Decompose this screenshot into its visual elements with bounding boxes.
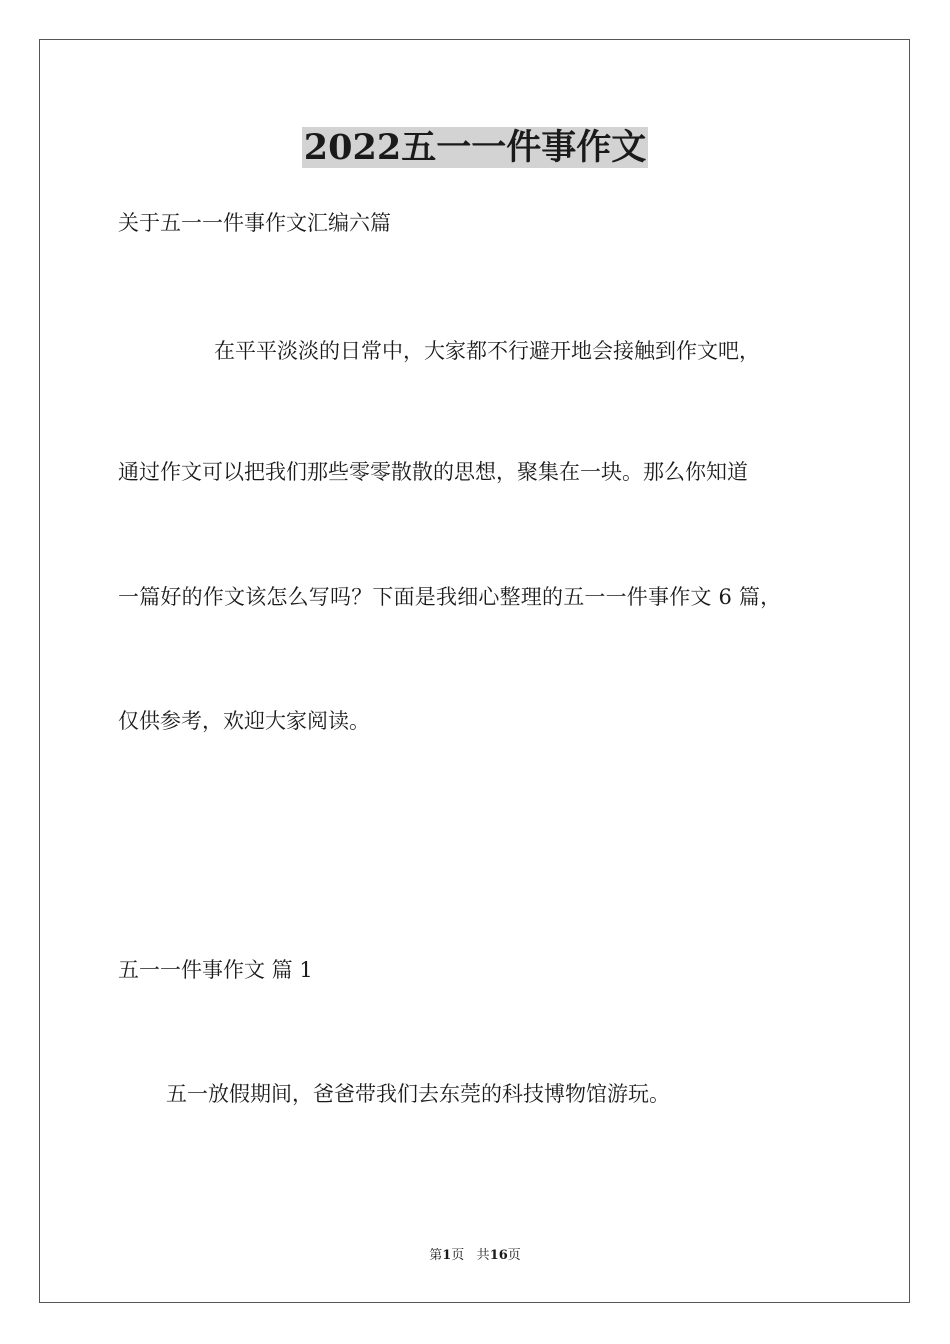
footer-page-suffix: 页: [451, 1248, 465, 1263]
document-title: [0, 124, 950, 172]
footer-page-number: 1: [442, 1248, 452, 1263]
intro-paragraph-line-2: 通过作文可以把我们那些零零散散的思想，聚集在一块。那么你知道: [118, 460, 748, 484]
document-subtitle: 关于五一一件事作文汇编六篇: [118, 211, 391, 235]
footer-total-pages: 16: [489, 1248, 508, 1263]
section-heading: 五一一件事作文 篇 1: [118, 958, 313, 982]
footer-total-prefix: 共: [476, 1248, 490, 1263]
footer-page-prefix: 第: [429, 1248, 443, 1263]
intro-paragraph-line-4: 仅供参考，欢迎大家阅读。: [118, 709, 370, 733]
page-footer: [0, 1247, 950, 1265]
intro-paragraph-line-3: 一篇好的作文该怎么写吗？下面是我细心整理的五一一件事作文 6 篇，: [118, 585, 782, 609]
section-paragraph: 五一放假期间，爸爸带我们去东莞的科技博物馆游玩。: [166, 1082, 670, 1106]
footer-total-suffix: 页: [507, 1248, 521, 1263]
document-title-text: 2022五一一件事作文: [303, 127, 647, 168]
intro-paragraph-line-1: 在平平淡淡的日常中，大家都不行避开地会接触到作文吧，: [214, 339, 760, 363]
